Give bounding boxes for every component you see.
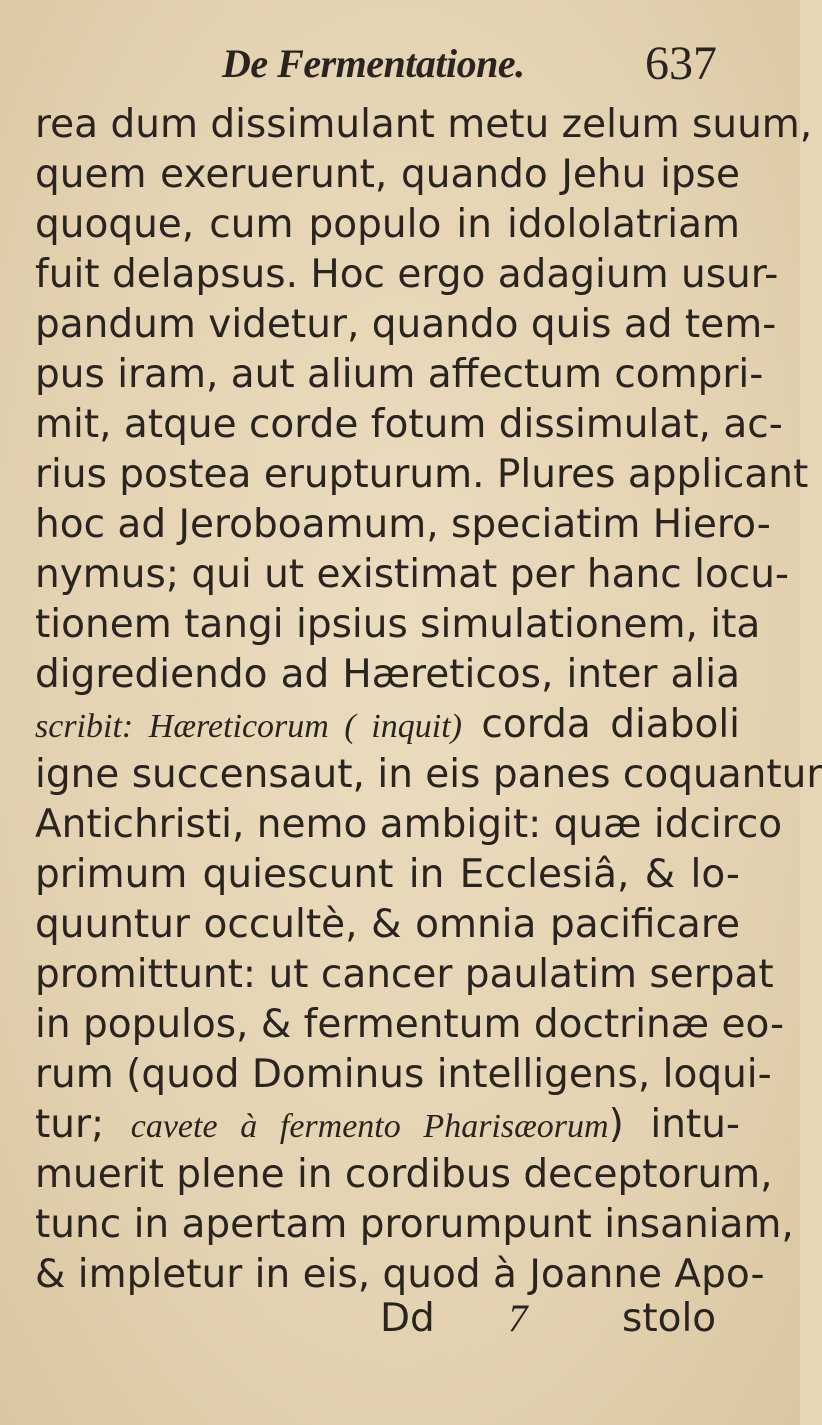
signature-line [0, 1296, 800, 1352]
text-line: & impletur in eis, quod à Joanne Apo- [35, 1252, 765, 1297]
text-line: promittunt: ut cancer paulatim serpat [35, 952, 774, 997]
text-line: tunc in apertam prorumpunt insaniam, [35, 1202, 794, 1247]
text-line: pandum videtur, quando quis ad tem- [35, 302, 777, 347]
running-title: De Fermentatione. [222, 41, 525, 86]
text-line: Antichristi, nemo ambigit: quæ idcirco [35, 802, 783, 847]
text-line: quuntur occultè, & omnia pacificare [35, 902, 740, 947]
text-line: in populos, & fermentum doctrinæ eo- [35, 1002, 785, 1047]
text-line: quem exeruerunt, quando Jehu ipse [35, 152, 740, 197]
text-line: nymus; qui ut existimat per hanc locu- [35, 552, 790, 597]
text-line: igne succensaut, in eis panes coquantur [35, 752, 822, 797]
text-line: rum (quod Dominus intelligens, loqui- [35, 1052, 772, 1097]
text-line: mit, atque corde fotum dissimulat, ac- [35, 402, 783, 447]
catchword: stolo [622, 1296, 717, 1341]
signature-mark: Dd [380, 1296, 435, 1341]
text-line: scribit: Hæreticorum ( inquit) corda diaboli [35, 702, 740, 747]
text-line: tionem tangi ipsius simulationem, ita [35, 602, 761, 647]
page-header [0, 36, 800, 96]
text-line: primum quiescunt in Ecclesiâ, & lo- [35, 852, 740, 897]
text-line: rea dum dissimulant metu zelum suum, [35, 102, 813, 147]
text-line: pus iram, aut alium affectum compri- [35, 352, 764, 397]
text-line: tur; cavete à fermento Pharisæorum) intu- [35, 1102, 740, 1147]
text-line: digrediendo ad Hæreticos, inter alia [35, 652, 740, 697]
text-line: fuit delapsus. Hoc ergo adagium usur- [35, 252, 779, 297]
signature-number: 7 [508, 1297, 528, 1340]
text-line: rius postea erupturum. Plures applicant [35, 452, 809, 497]
text-line: quoque, cum populo in idololatriam [35, 202, 740, 247]
text-line: hoc ad Jeroboamum, speciatim Hiero- [35, 502, 771, 547]
text-line: muerit plene in cordibus deceptorum, [35, 1152, 773, 1197]
page-number: 637 [645, 37, 717, 90]
